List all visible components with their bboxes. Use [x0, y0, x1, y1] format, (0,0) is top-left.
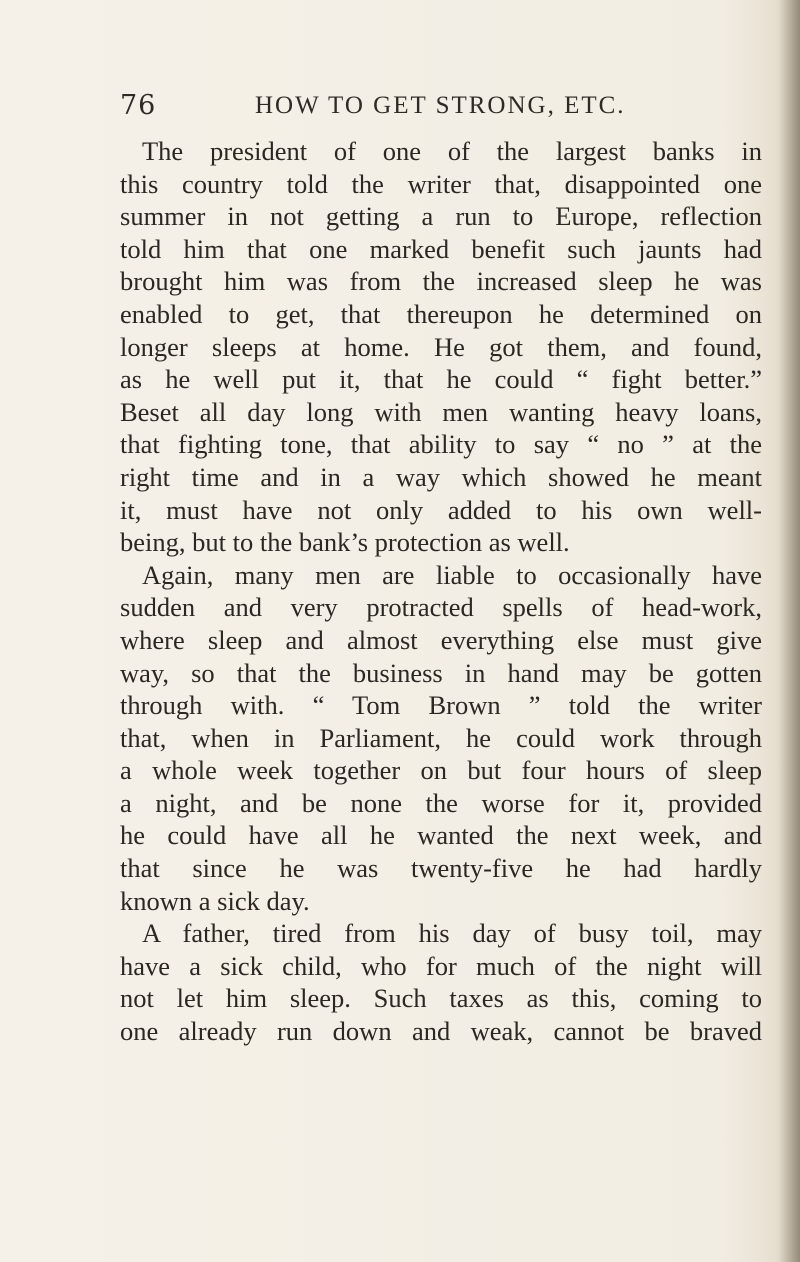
text-line: right time and in a way which showed he meant — [120, 461, 762, 492]
text-line: known a sick day. — [120, 885, 310, 916]
page-number: 76 — [120, 90, 157, 121]
running-head: HOW TO GET STRONG, ETC. — [255, 92, 626, 119]
text-line: a night, and be none the worse for it, provided — [120, 787, 762, 818]
text-line: sudden and very protracted spells of head-work, — [120, 592, 762, 623]
text-line: it, must have not only added to his own well- — [120, 494, 762, 525]
text-line: Beset all day long with men wanting heavy loans, — [120, 396, 762, 427]
text-line: being, but to the bank’s protection as well. — [120, 527, 570, 558]
page-header — [120, 90, 740, 130]
body-text — [120, 135, 762, 1048]
text-line: that fighting tone, that ability to say “ no ” at the — [120, 429, 762, 460]
text-line: way, so that the business in hand may be gotten — [120, 657, 762, 688]
text-line: a whole week together on but four hours of sleep — [120, 755, 762, 786]
text-line: where sleep and almost everything else must give — [120, 624, 762, 655]
text-line: one already run down and weak, cannot be braved — [120, 1016, 762, 1047]
text-line: The president of one of the largest banks in — [142, 136, 762, 166]
text-line: A father, tired from his day of busy toil, may — [142, 918, 762, 949]
text-line: he could have all he wanted the next week, and — [120, 820, 762, 851]
text-line: through with. “ Tom Brown ” told the writer — [120, 690, 762, 721]
text-line: longer sleeps at home. He got them, and found, — [120, 331, 762, 362]
text-line: have a sick child, who for much of the night will — [120, 950, 762, 981]
text-line: Again, many men are liable to occasionally have — [142, 559, 762, 590]
text-line: enabled to get, that thereupon he determined on — [120, 298, 762, 329]
text-line: not let him sleep. Such taxes as this, coming to — [120, 983, 762, 1014]
text-line: this country told the writer that, disappointed one — [120, 168, 762, 199]
text-line: that, when in Parliament, he could work through — [120, 722, 762, 753]
text-line: summer in not getting a run to Europe, reflection — [120, 201, 762, 232]
text-line: as he well put it, that he could “ fight better.” — [120, 364, 762, 395]
text-line: told him that one marked benefit such jaunts had — [120, 233, 762, 264]
text-line: brought him was from the increased sleep he was — [120, 266, 762, 297]
text-line: that since he was twenty-five he had hardly — [120, 853, 762, 884]
page-edge-shadow — [778, 0, 800, 1262]
